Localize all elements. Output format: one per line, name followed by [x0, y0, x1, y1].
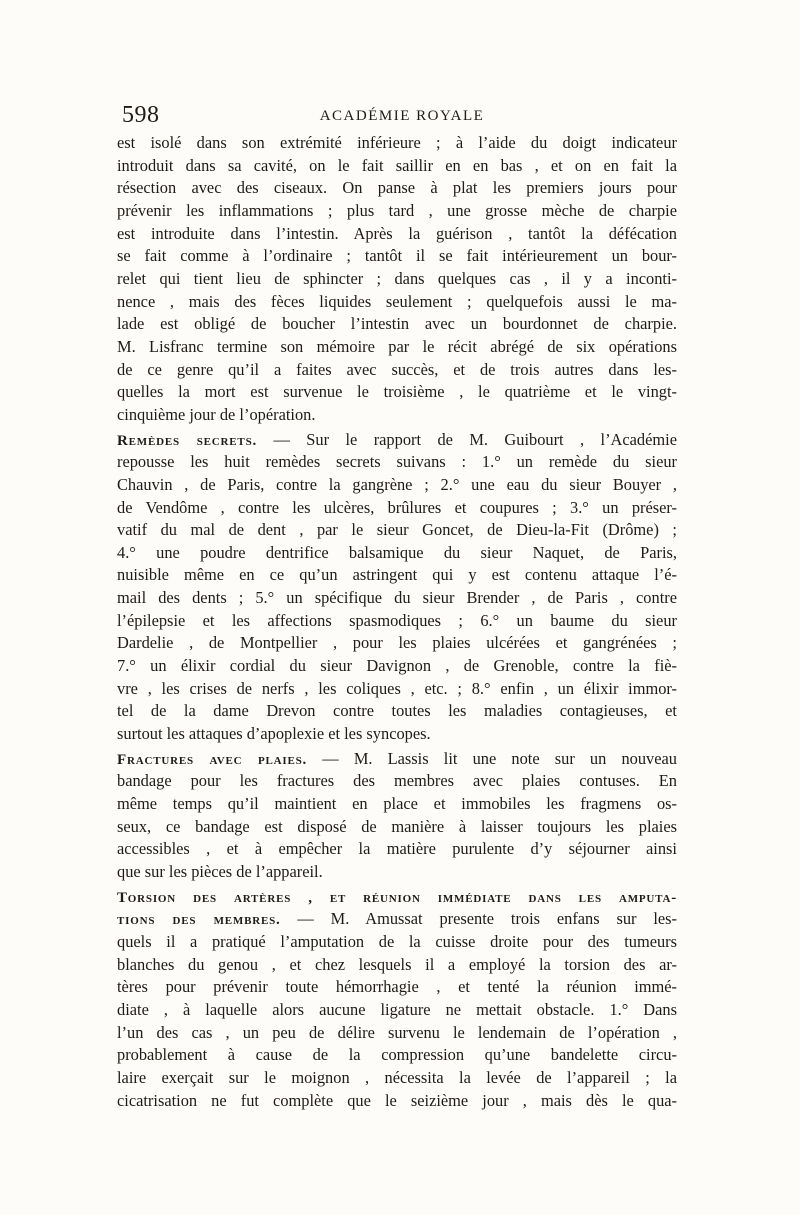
line-text: résection avec des ciseaux. On panse à plat les premiers jours pour [117, 178, 677, 198]
line-text: est introduite dans l’intestin. Après la guérison , tantôt la défécation [117, 223, 677, 243]
line-text: Dardelie , de Montpellier , pour les plaies ulcérées et gangrénées ; [117, 633, 677, 653]
text-line [117, 816, 677, 839]
page-number: 598 [122, 102, 160, 128]
line-text: 4.° une poudre dentrifice balsamique du sieur Naquet, de Paris, [117, 542, 677, 562]
line-text: — Sur le rapport de M. Guibourt , l’Académie [257, 429, 677, 449]
line-text: — M. Amussat presente trois enfans sur les- [280, 909, 677, 929]
text-line [117, 861, 677, 884]
line-text: de ce genre qu’il a faites avec succès, et de trois autres dans les- [117, 359, 677, 379]
line-text: surtout les attaques d’apoplexie et les syncopes. [117, 724, 431, 744]
text-line [117, 678, 677, 701]
text-line [117, 999, 677, 1022]
line-text: blanches du genou , et chez lesquels il a employé la torsion des ar- [117, 954, 677, 974]
text-line [117, 268, 677, 291]
text-line [117, 931, 677, 954]
text-line [117, 610, 677, 633]
text-line [117, 200, 677, 223]
line-text: est isolé dans son extrémité inférieure ; à l’aide du doigt indicateur [117, 133, 677, 152]
text-line [117, 655, 677, 678]
line-text: nence , mais des fèces liquides seulement ; quelquefois aussi le ma- [117, 291, 677, 311]
text-line [117, 177, 677, 200]
line-text: quelles la mort est survenue le troisième , le quatrième et le vingt- [117, 382, 677, 402]
line-text: introduit dans sa cavité, on le fait saillir en en bas , et on en fait la [117, 155, 677, 175]
text-line [117, 223, 677, 246]
text-line [117, 291, 677, 314]
text-line [117, 474, 677, 497]
line-text: de Vendôme , contre les ulcères, brûlures et coupures ; 3.° un préser- [117, 497, 677, 517]
line-text: quels il a pratiqué l’amputation de la cuisse droite pour des tumeurs [117, 931, 677, 951]
line-text: bandage pour les fractures des membres avec plaies contuses. En [117, 771, 677, 791]
text-line [117, 429, 677, 452]
text-line [117, 497, 677, 520]
line-text: tel de la dame Drevon contre toutes les maladies contagieuses, et [117, 701, 677, 721]
line-text: l’un des cas , un peu de délire survenu le lendemain de l’opération , [117, 1022, 677, 1042]
text-line [117, 359, 677, 382]
line-text: probablement à cause de la compression qu’une bandelette circu- [117, 1045, 677, 1065]
text-line [117, 245, 677, 268]
text-line [117, 451, 677, 474]
text-line [117, 155, 677, 178]
line-text: se fait comme à l’ordinaire ; tantôt il se fait intérieurement un bour- [117, 246, 677, 266]
text-line [117, 1090, 677, 1113]
line-text: accessibles , et à empêcher la matière purulente d’y séjourner ainsi [117, 839, 677, 859]
line-text: vatif du mal de dent , par le sieur Goncet, de Dieu-la-Fit (Drôme) ; [117, 520, 677, 540]
text-line [117, 564, 677, 587]
text-line [117, 1022, 677, 1045]
text-line [117, 587, 677, 610]
section-heading: Remèdes secrets. [117, 432, 258, 449]
line-text: mail des dents ; 5.° un spécifique du sieur Brender , de Paris , contre [117, 588, 677, 608]
text-line [117, 748, 677, 771]
line-text: diate , à laquelle alors aucune ligature ne mettait obstacle. 1.° Dans [117, 999, 677, 1019]
text-line [117, 700, 677, 723]
line-text: — M. Lassis lit une note sur un nouveau [307, 748, 677, 768]
page-header [122, 100, 682, 132]
line-text: même temps qu’il maintient en place et immobiles les fragmens os- [117, 794, 677, 814]
text-line [117, 838, 677, 861]
section-heading: Fractures avec plaies. [117, 751, 308, 768]
line-text: prévenir les inflammations ; plus tard , une grosse mèche de charpie [117, 200, 677, 220]
running-title: ACADÉMIE ROYALE [319, 108, 485, 124]
text-line [117, 793, 677, 816]
line-text: tères pour prévenir toute hémorrhagie , et tenté la réunion immé- [117, 977, 677, 997]
line-text: nuisible même en ce qu’un astringent qui y est contenu attaque l’é- [117, 565, 677, 585]
line-text: repousse les huit remèdes secrets suivans : 1.° un remède du sieur [117, 452, 677, 472]
line-text: lade est obligé de boucher l’intestin avec un bourdonnet de charpie. [117, 314, 677, 334]
line-text: seux, ce bandage est disposé de manière à laisser toujours les plaies [117, 816, 677, 836]
line-text: relet qui tient lieu de sphincter ; dans quelques cas , il y a inconti- [117, 268, 677, 288]
section-heading: tions des membres. [117, 912, 281, 929]
text-line [117, 336, 677, 359]
text-line [117, 519, 677, 542]
text-line [117, 976, 677, 999]
line-text: cinquième jour de l’opération. [117, 404, 316, 424]
text-line [117, 908, 677, 931]
line-text: M. Lisfranc termine son mémoire par le récit abrégé de six opérations [117, 336, 677, 356]
section-heading: Torsion des artères , et réunion immédiate dans les amputa- [117, 889, 677, 906]
text-line [117, 381, 677, 404]
text-line [117, 542, 677, 565]
line-text: l’épilepsie et les affections spasmodiques ; 6.° un baume du sieur [117, 610, 677, 630]
line-text: cicatrisation ne fut complète que le seizième jour , mais dès le qua- [117, 1090, 677, 1110]
line-text: vre , les crises de nerfs , les coliques , etc. ; 8.° enfin , un élixir immor- [117, 678, 677, 698]
line-text: laire exerçait sur le moignon , nécessita la levée de l’appareil ; la [117, 1067, 677, 1087]
line-text: 7.° un élixir cordial du sieur Davignon , de Grenoble, contre la fiè- [117, 656, 677, 676]
text-line [117, 723, 677, 746]
text-line [117, 954, 677, 977]
line-text: que sur les pièces de l’appareil. [117, 862, 323, 881]
text-line [117, 1067, 677, 1090]
text-line [117, 1044, 677, 1067]
text-line [117, 132, 677, 155]
text-line [117, 313, 677, 336]
text-line [117, 770, 677, 793]
text-line [117, 886, 677, 909]
text-line [117, 632, 677, 655]
text-line [117, 404, 677, 427]
line-text: Chauvin , de Paris, contre la gangrène ; 2.° une eau du sieur Bouyer , [117, 474, 677, 494]
page-body-text [117, 132, 677, 1112]
